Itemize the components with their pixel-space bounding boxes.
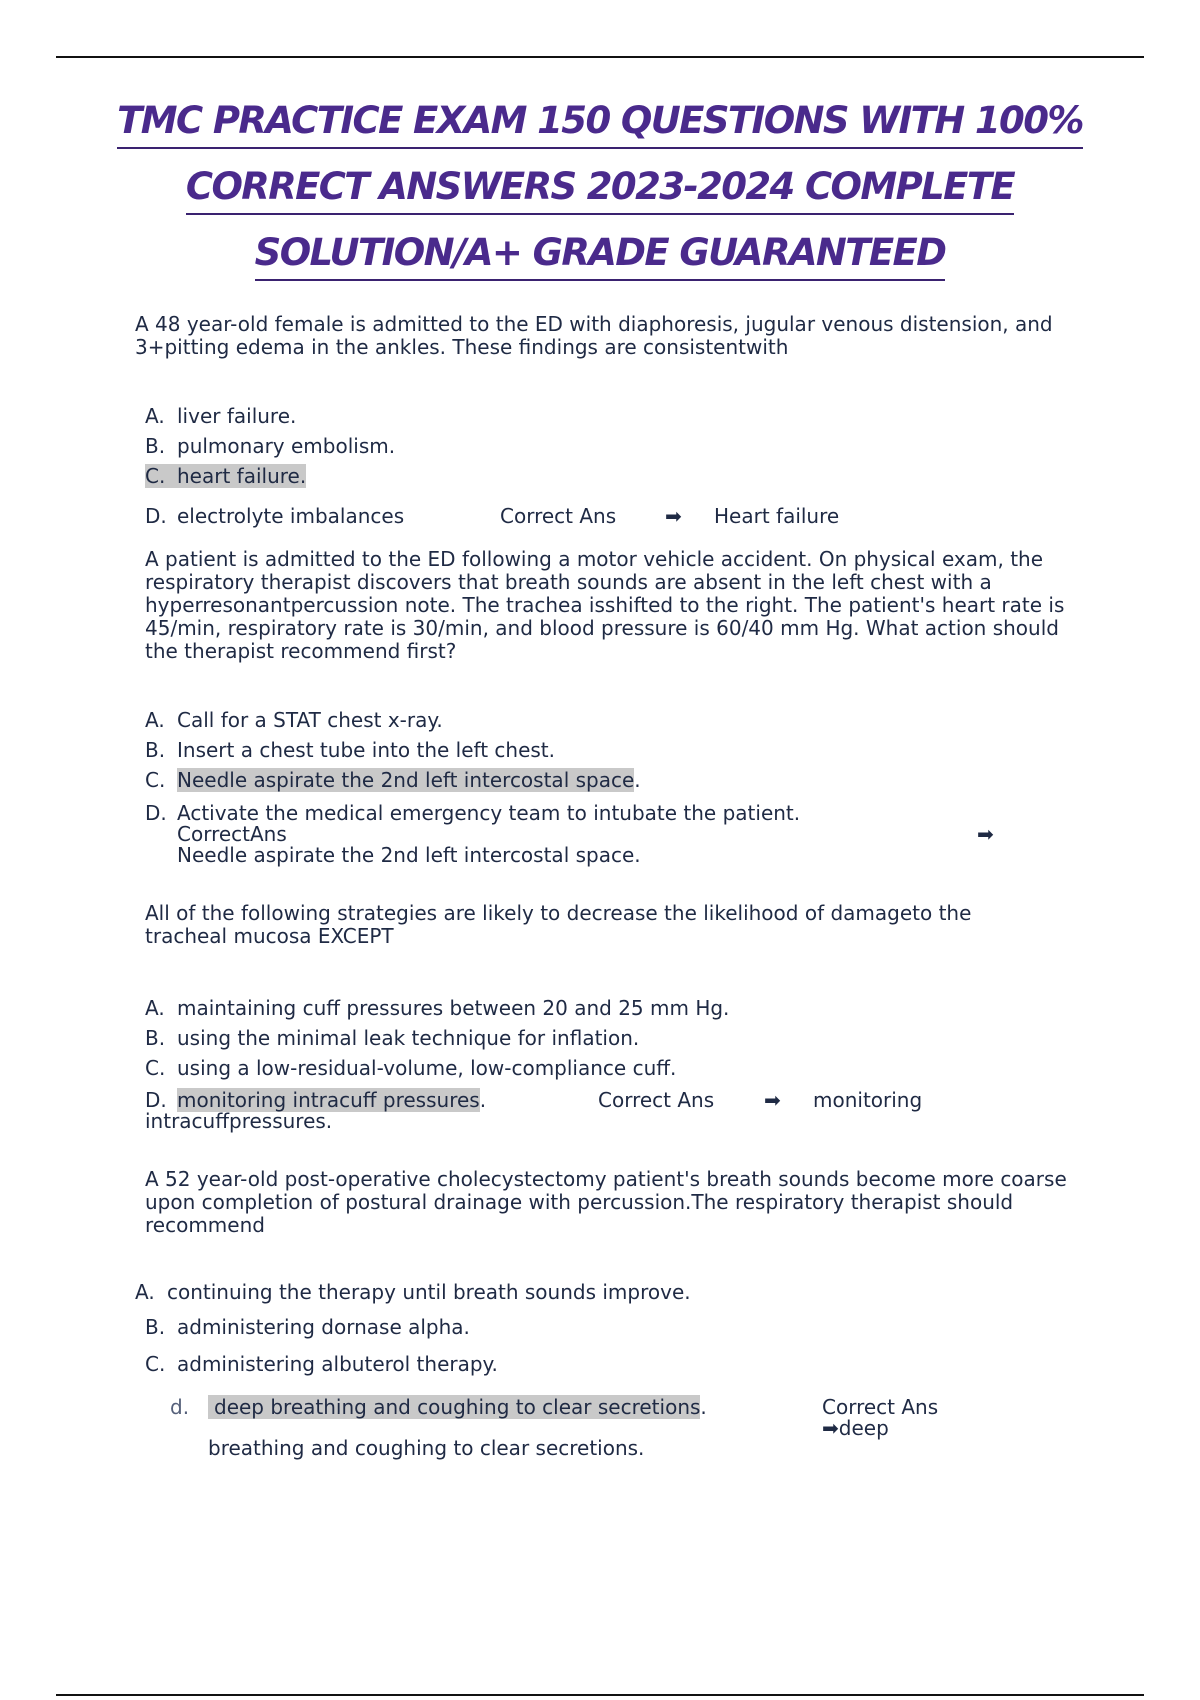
question-2-option-c: C. Needle aspirate the 2nd left intercostal space. bbox=[145, 768, 641, 792]
question-4-stem: A 52 year-old post-operative cholecystectomy patient's breath sounds become more coarse upon completion of postural drainage with percussion.The respiratory therapist should recommend bbox=[145, 1167, 1067, 1237]
question-1-option-c: C. heart failure. bbox=[145, 464, 307, 488]
question-2-stem: A patient is admitted to the ED following a motor vehicle accident. On physical exam, the respiratory therapist discovers that breath sounds are absent in the left chest with a hyperresonantpercussion note. The trachea isshifted to the right. The patient's heart rate is 45/min, respiratory rate is 30/min, and blood pressure is 60/40 mm Hg. What action should the therapist recommend first? bbox=[145, 547, 1065, 663]
question-1-option-d: D. electrolyte imbalances bbox=[145, 504, 405, 528]
document-title bbox=[100, 88, 1100, 286]
question-3-correct-label: Correct Ans bbox=[598, 1088, 715, 1112]
question-4-arrow-answer: ➡deep bbox=[822, 1416, 889, 1440]
question-3-answer: monitoring bbox=[813, 1088, 923, 1112]
question-2-answer: Needle aspirate the 2nd left intercostal space. bbox=[177, 843, 641, 867]
question-2-arrow-icon: ➡ bbox=[977, 822, 994, 846]
question-1-option-b: B. pulmonary embolism. bbox=[145, 434, 396, 458]
question-3-option-b: B. using the minimal leak technique for inflation. bbox=[145, 1026, 640, 1050]
question-4-answer-continued: breathing and coughing to clear secretions. bbox=[208, 1436, 645, 1460]
question-3-option-a: A. maintaining cuff pressures between 20 and 25 mm Hg. bbox=[145, 996, 730, 1020]
question-2-option-d: D. Activate the medical emergency team to intubate the patient. bbox=[145, 801, 801, 825]
question-4-option-c: C. administering albuterol therapy. bbox=[145, 1352, 498, 1376]
question-3-option-c: C. using a low-residual-volume, low-compliance cuff. bbox=[145, 1056, 677, 1080]
title-line-1: TMC PRACTICE EXAM 150 QUESTIONS WITH 100% bbox=[117, 95, 1083, 149]
question-1-stem: A 48 year-old female is admitted to the ED with diaphoresis, jugular venous distension, and 3+pitting edema in the ankles. These findings are consistentwith bbox=[135, 312, 1053, 359]
question-3-option-d: D. monitoring intracuff pressures. bbox=[145, 1088, 487, 1112]
question-2-correct-label: CorrectAns bbox=[177, 822, 287, 846]
question-3-stem: All of the following strategies are likely to decrease the likelihood of damageto the tracheal mucosa EXCEPT bbox=[145, 901, 972, 948]
question-1-option-a: A. liver failure. bbox=[145, 404, 297, 428]
question-1-answer: Heart failure bbox=[714, 504, 840, 528]
question-3-arrow-icon: ➡ bbox=[764, 1088, 781, 1112]
title-line-2: CORRECT ANSWERS 2023-2024 COMPLETE bbox=[186, 161, 1014, 215]
top-rule bbox=[56, 56, 1144, 58]
title-line-3: SOLUTION/A+ GRADE GUARANTEED bbox=[255, 227, 946, 281]
question-1-correct-label: Correct Ans bbox=[500, 504, 617, 528]
question-4-correct-label: Correct Ans bbox=[822, 1395, 939, 1419]
bottom-rule bbox=[56, 1694, 1144, 1696]
question-3-answer-continued: intracuffpressures. bbox=[145, 1109, 333, 1133]
question-1-arrow-icon: ➡ bbox=[665, 504, 682, 528]
question-2-option-a: A. Call for a STAT chest x-ray. bbox=[145, 708, 443, 732]
question-2-option-b: B. Insert a chest tube into the left chest. bbox=[145, 738, 555, 762]
question-4-option-d: d. deep breathing and coughing to clear secretions. bbox=[170, 1395, 707, 1419]
question-4-option-b: B. administering dornase alpha. bbox=[145, 1315, 470, 1339]
question-4-option-a: A. continuing the therapy until breath sounds improve. bbox=[135, 1280, 691, 1304]
